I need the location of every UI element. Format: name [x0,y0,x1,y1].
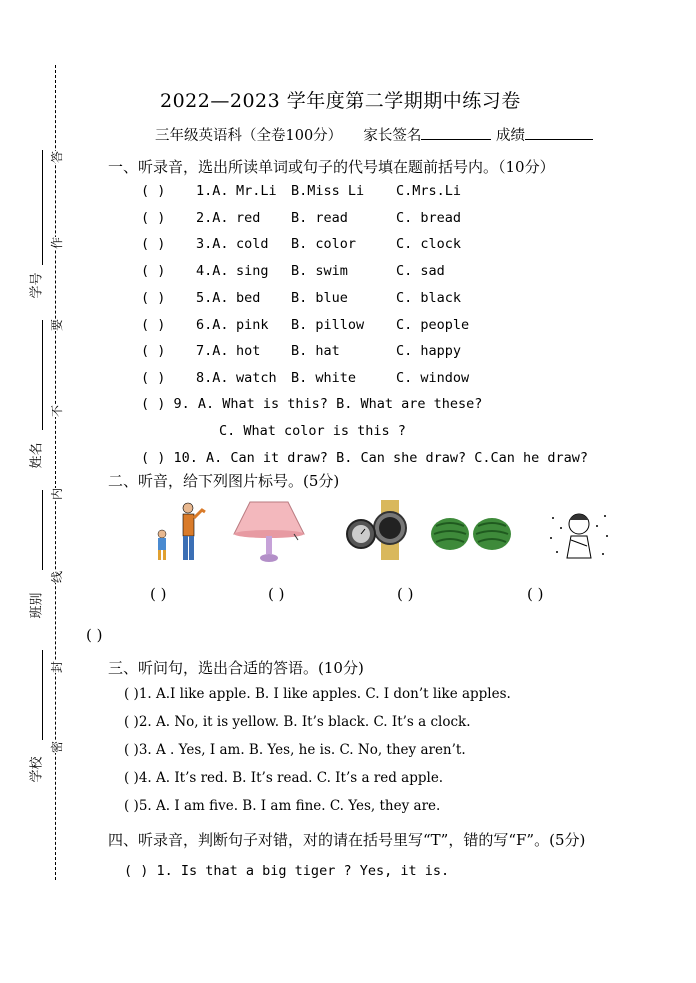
picture-answer-4[interactable]: ( ) [527,585,544,603]
option-a: sing [236,263,269,279]
picture-answer-1[interactable]: ( ) [150,585,167,603]
course-label: 三年级英语科（全卷100分） [155,128,343,144]
option-b: B. read [291,210,348,226]
option-c: C. people [396,317,470,333]
option-b: B. white [291,370,357,386]
section4-heading: 四、听录音，判断句子对错，对的请在括号里写“T”，错的写“F”。(5分) [108,831,586,849]
class-line [42,490,43,570]
option-b: B. hat [291,343,340,359]
lamp-icon [232,498,307,568]
section3-heading: 三、听问句，选出合适的答语。(10分) [108,659,364,677]
option-c: C. happy [396,343,462,359]
option-a: red [236,210,261,226]
section1-heading: 一、听录音，选出所读单词或句子的代号填在题前括号内。（10分） [108,158,555,176]
question-number: 8.A. [196,370,229,386]
option-c: C. window [396,370,470,386]
answer-paren[interactable]: ( ) [141,317,166,333]
option-a: cold [236,236,269,252]
answer-paren[interactable]: ( ) [141,210,166,226]
s4-question-1: ( ) 1. Is that a big tiger ? Yes, it is. [124,863,450,879]
answer-paren[interactable]: ( ) [141,343,166,359]
seal-char: 答 [50,150,65,164]
seal-char: 线 [50,570,65,584]
answer-paren[interactable]: ( ) [141,183,166,199]
option-b: B. blue [291,290,348,306]
question-number: 5.A. [196,290,229,306]
man-and-boy-icon [150,500,210,565]
school-line [42,650,43,740]
seal-char: 密 [50,740,65,754]
question-number: 7.A. [196,343,229,359]
option-b: B.Miss Li [291,183,365,199]
option-a: hot [236,343,261,359]
seal-char: 封 [50,660,65,674]
name-label: 姓名 [29,442,45,469]
parent-sign-label: 家长签名 [363,128,422,144]
option-a: watch [236,370,277,386]
option-c: C.Mrs.Li [396,183,462,199]
picture-answer-2[interactable]: ( ) [268,585,285,603]
picture-answer-3[interactable]: ( ) [397,585,414,603]
option-b: B. swim [291,263,348,279]
seal-char: 作 [50,236,65,250]
option-a: pink [236,317,269,333]
option-b: B. color [291,236,357,252]
watermelons-icon [430,514,515,554]
answer-paren[interactable]: ( ) [141,236,166,252]
s3-question-3: ( )3. A . Yes, I am. B. Yes, he is. C. No, they aren’t. [124,742,466,758]
answer-paren[interactable]: ( ) [141,263,166,279]
option-c: C. sad [396,263,445,279]
question-number: 2.A. [196,210,229,226]
picture-answer-5[interactable]: ( ) [86,626,103,644]
student-id-label: 学号 [29,272,45,299]
seal-char: 内 [50,487,65,501]
watches-icon [343,500,408,562]
school-label: 学校 [29,756,45,783]
s3-question-4: ( )4. A. It’s red. B. It’s read. C. It’s a red apple. [124,770,444,786]
name-line [42,320,43,430]
question-9-line2: C. What color is this ? [219,423,406,439]
page-title: 2022—2023 学年度第二学期期中练习卷 [160,90,521,112]
s3-question-1: ( )1. A.I like apple. B. I like apples. C. I don’t like apples. [124,686,511,702]
question-10: ( ) 10. A. Can it draw? B. Can she draw? C.Can he draw? [141,450,589,466]
s3-question-2: ( )2. A. No, it is yellow. B. It’s black. C. It’s a clock. [124,714,471,730]
answer-paren[interactable]: ( ) [141,370,166,386]
cold-girl-icon [547,508,613,563]
score-label: 成绩 [496,128,526,144]
option-c: C. clock [396,236,462,252]
s3-question-5: ( )5. A. I am five. B. I am fine. C. Yes, they are. [124,798,441,814]
question-number: 1.A. [196,183,229,199]
score-field[interactable] [525,125,593,140]
question-number: 6.A. [196,317,229,333]
answer-paren[interactable]: ( ) [141,290,166,306]
option-a: Mr.Li [236,183,277,199]
question-9-line1: ( ) 9. A. What is this? B. What are these? [141,396,483,412]
question-number: 4.A. [196,263,229,279]
option-c: C. bread [396,210,462,226]
seal-char: 不 [50,404,65,418]
section2-heading: 二、听音，给下列图片标号。(5分) [108,472,340,490]
option-c: C. black [396,290,462,306]
option-b: B. pillow [291,317,365,333]
seal-char: 要 [50,318,65,332]
option-a: bed [236,290,261,306]
question-number: 3.A. [196,236,229,252]
class-label: 班别 [29,592,45,619]
student-id-line [42,150,43,265]
parent-sign-field[interactable] [421,125,491,140]
subheader [155,124,593,145]
binding-dashed-line [55,65,56,880]
